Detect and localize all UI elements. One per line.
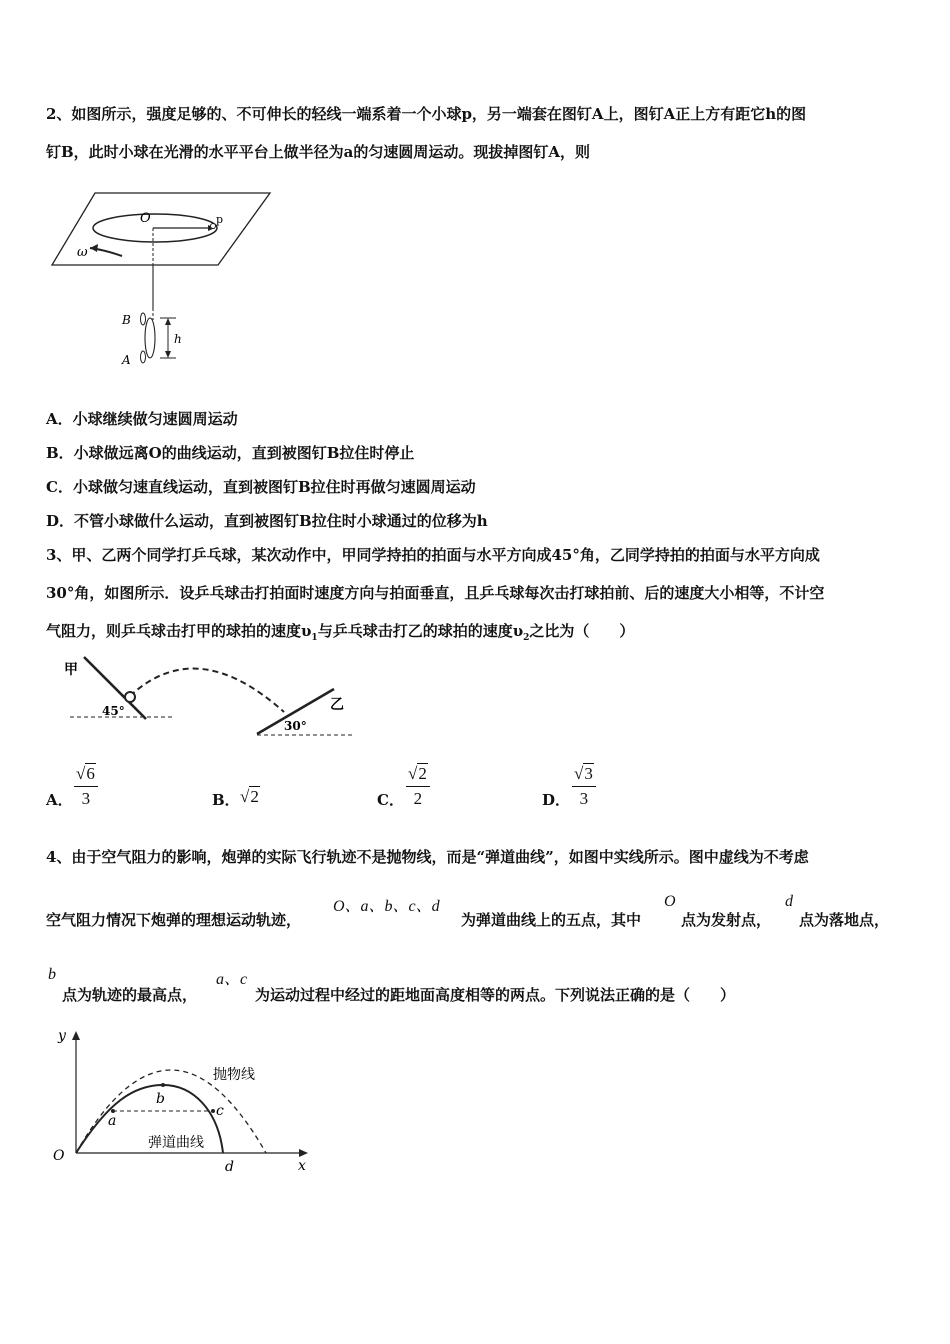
ball-trajectory xyxy=(130,669,284,712)
q3-option-d-label: D． xyxy=(542,791,571,809)
q2-option-b: B．小球做远离O的曲线运动，直到被图钉B拉住时停止 xyxy=(46,444,415,462)
q4-sym-ac: a、c xyxy=(216,971,248,988)
ball-p xyxy=(211,224,216,229)
q4-sym-b: b xyxy=(48,966,56,983)
label-O: O xyxy=(53,1148,65,1164)
q4-sym-d: d xyxy=(785,893,793,910)
label-c: c xyxy=(216,1103,224,1119)
q3-figure xyxy=(62,652,362,742)
omega-arrowhead xyxy=(90,244,98,252)
q4-stem-line2c: 点为发射点， xyxy=(681,911,772,929)
q3-stem-line1: 3、甲、乙两个同学打乒乓球，某次动作中，甲同学持拍的拍面与水平方向成45°角，乙同学持拍的拍面与水平方向成 xyxy=(46,546,820,564)
label-jia: 甲 xyxy=(64,662,78,678)
q4-figure xyxy=(48,1025,318,1180)
label-O: O xyxy=(140,211,151,226)
q4-stem-line2b: 为弹道曲线上的五点，其中 xyxy=(461,911,642,929)
q3-option-b-value: √2 xyxy=(240,787,259,806)
label-b: b xyxy=(156,1091,165,1107)
string-loop xyxy=(145,318,155,358)
q4-stem-line3a: 点为轨迹的最高点， xyxy=(62,986,198,1004)
q3-option-a-label: A． xyxy=(46,791,73,809)
q2-stem-line2: 钉B，此时小球在光滑的水平平台上做半径为a的匀速圆周运动。现拔掉图钉A，则 xyxy=(46,143,591,161)
q3-stem-line2: 30°角，如图所示．设乒乓球击打拍面时速度方向与拍面垂直，且乒乓球每次击打球拍前、后的速度大小相等，不计空 xyxy=(46,584,825,602)
label-ballistic: 弹道曲线 xyxy=(148,1135,204,1151)
q3-option-c-label: C． xyxy=(377,791,404,809)
pin-A xyxy=(141,351,146,363)
label-A: A xyxy=(122,353,131,367)
q3-option-c-fraction: $\frac{√2}{2}$ xyxy=(406,764,430,809)
q4-stem-line2d: 点为落地点， xyxy=(799,911,890,929)
q3-option-b-label: B． xyxy=(212,791,240,809)
label-B: B xyxy=(122,313,131,327)
pin-B xyxy=(141,313,146,325)
q2-option-c: C．小球做匀速直线运动，直到被图钉B拉住时再做匀速圆周运动 xyxy=(46,478,476,496)
q2-stem-line1: 2、如图所示，强度足够的、不可伸长的轻线一端系着一个小球p，另一端套在图钉A上，图钉A正上方有距它h的图 xyxy=(46,105,807,123)
ping-pong-ball xyxy=(125,692,135,702)
label-x: x xyxy=(298,1158,306,1174)
q4-points: O、a、b、c、d xyxy=(333,898,440,915)
q2-option-a: A．小球继续做匀速圆周运动 xyxy=(46,410,238,428)
q3-option-d-fraction: $\frac{√3}{3}$ xyxy=(572,764,596,809)
label-h: h xyxy=(174,332,182,346)
label-omega: ω xyxy=(77,245,88,260)
q4-sym-O: O xyxy=(664,893,676,910)
label-a: a xyxy=(108,1113,117,1129)
label-yi: 乙 xyxy=(330,697,344,713)
q4-stem-line1: 4、由于空气阻力的影响，炮弹的实际飞行轨迹不是抛物线，而是“弹道曲线”，如图中实线所示。图中虚线为不考虑 xyxy=(46,848,809,866)
label-d: d xyxy=(225,1159,234,1175)
q2-option-d: D．不管小球做什么运动，直到被图钉B拉住时小球通过的位移为h xyxy=(46,512,488,530)
label-p: p xyxy=(216,213,224,226)
label-45: 45° xyxy=(102,704,125,718)
q4-stem-line3b: 为运动过程中经过的距地面高度相等的两点。下列说法正确的是（ ） xyxy=(255,986,736,1004)
q2-figure xyxy=(50,190,280,375)
label-parabola: 抛物线 xyxy=(213,1067,255,1083)
label-30: 30° xyxy=(284,719,307,733)
q3-stem-line3: 气阻力，则乒乓球击打甲的球拍的速度$\upsilon_1$与乒乓球击打乙的球拍的速度$\upsilon_2$之比为（ ） xyxy=(46,622,635,643)
q3-option-a-fraction: $\frac{√6}{3}$ xyxy=(74,764,98,809)
q4-stem-line2a: 空气阻力情况下炮弹的理想运动轨迹， xyxy=(46,911,302,929)
label-y: y xyxy=(58,1028,66,1044)
